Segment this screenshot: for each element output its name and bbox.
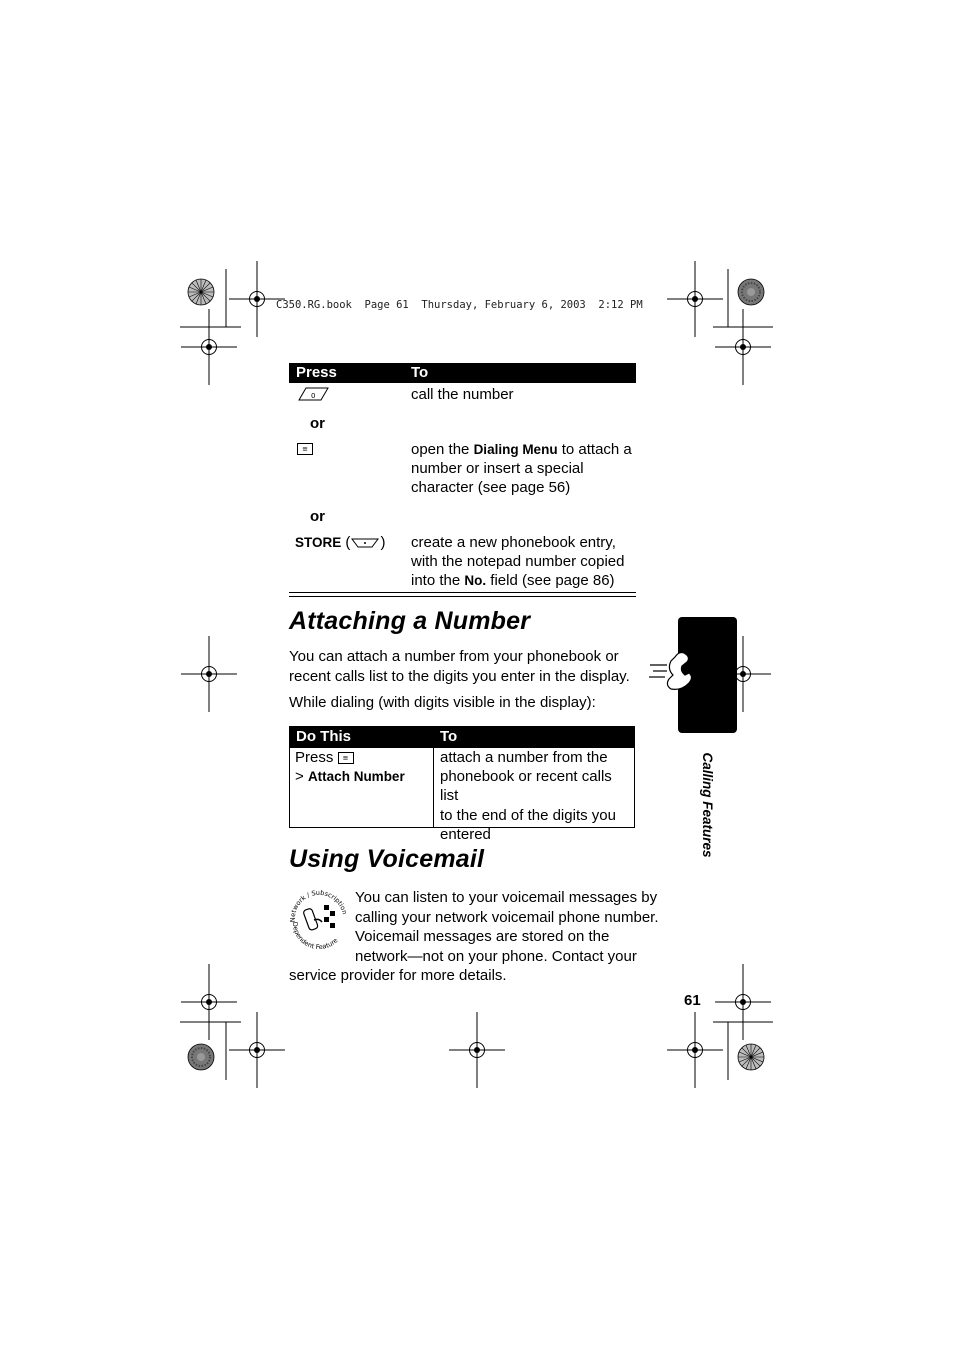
store-description: create a new phonebook entry, with the notepad number copied into the No. field (see page 86)	[411, 534, 625, 590]
to-column-header: To	[411, 364, 429, 381]
press-table-header	[289, 363, 636, 383]
table-divider	[289, 596, 636, 597]
do-this-header: Do This To	[289, 726, 635, 748]
dialing-menu-description: open the Dialing Menu to attach a number or insert a special character (see page 56)	[411, 441, 632, 497]
network-feature-badge-icon	[287, 886, 349, 952]
chapter-label: Calling Features	[700, 752, 715, 858]
print-header: C350.RG.book Page 61 Thursday, February 6, 2003 2:12 PM	[276, 299, 643, 311]
menu-key-icon: ≡	[338, 752, 354, 764]
attach-description: attach a number from the phonebook or recent calls list to the end of the digits you entered	[440, 749, 616, 843]
svg-text:Dependent Feature: Dependent Feature	[290, 921, 340, 952]
svg-text:0: 0	[311, 392, 316, 400]
menu-key-icon: ≡	[297, 443, 313, 455]
table-divider	[289, 592, 636, 593]
svg-text:Network / Subscription: Network / Subscription	[288, 888, 349, 923]
section-title-attaching: Attaching a Number	[289, 607, 531, 635]
voicemail-paragraph-last: service provider for more details.	[289, 967, 507, 984]
column-divider	[433, 748, 434, 828]
page-number: 61	[684, 992, 701, 1009]
section-title-voicemail: Using Voicemail	[289, 845, 485, 873]
store-key: STORE ( )	[295, 534, 386, 551]
dialing-instruction: While dialing (with digits visible in the display):	[289, 694, 596, 711]
press-column-header: Press	[296, 364, 337, 381]
do-this-steps: Press ≡ > Attach Number	[295, 749, 405, 786]
do-this-table	[289, 726, 635, 843]
or-label: or	[310, 415, 325, 432]
call-number-description: call the number	[411, 386, 514, 403]
attaching-paragraph: You can attach a number from your phonebook or recent calls list to the digits you enter in the display.	[289, 648, 630, 685]
or-label: or	[310, 508, 325, 525]
send-key-icon	[296, 385, 330, 403]
right-softkey-icon	[350, 537, 380, 549]
phone-handset-icon	[647, 649, 697, 697]
voicemail-paragraph-indented: You can listen to your voicemail messages by calling your network voicemail phone number. Voicemail messages are stored on the network—not on your phone. Contact your	[355, 889, 659, 965]
